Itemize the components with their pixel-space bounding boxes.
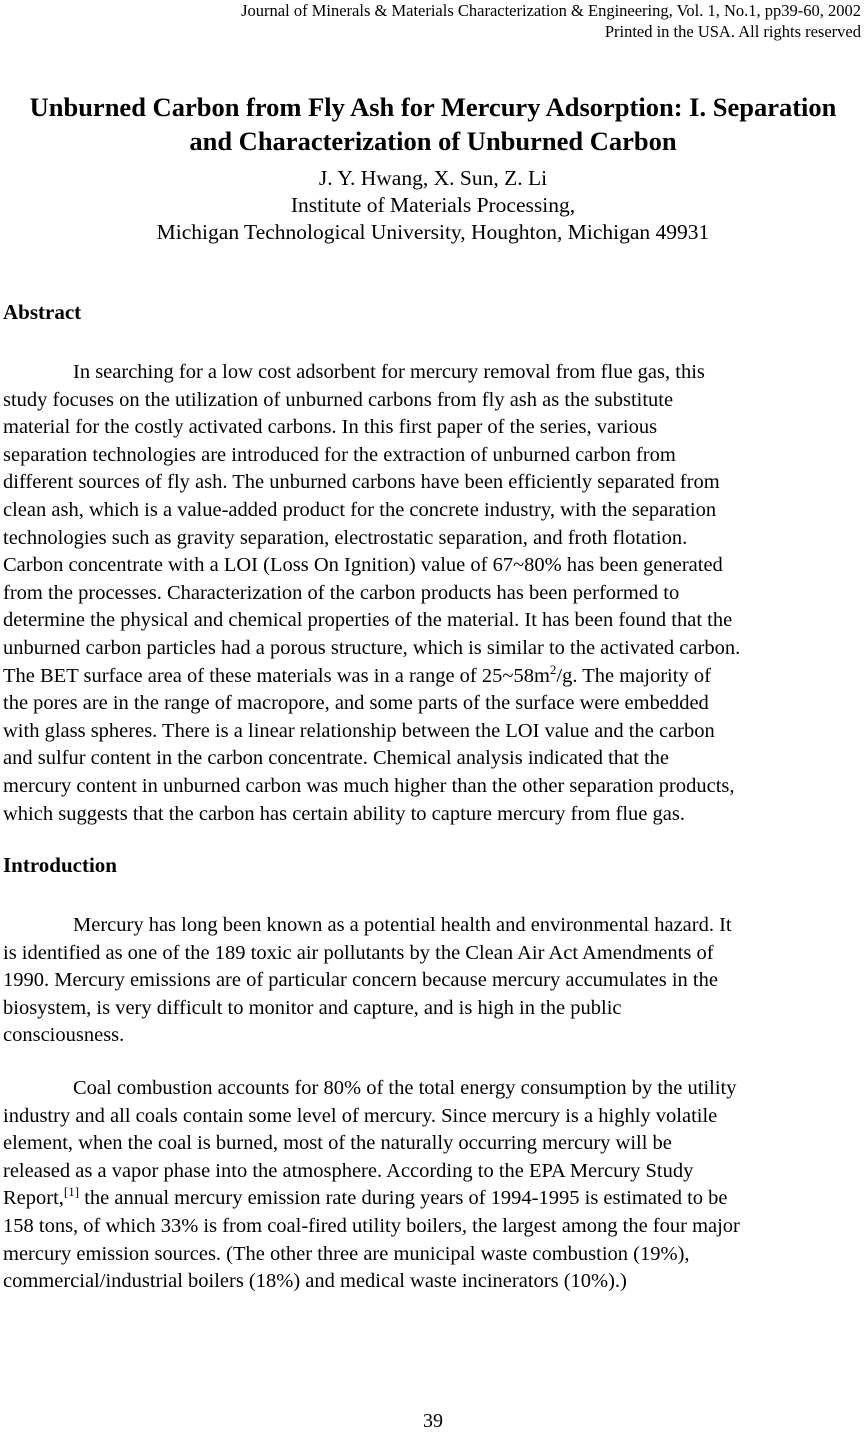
superscript-2: 2 — [549, 661, 557, 677]
author-address: Michigan Technological University, Houghton, Michigan 49931 — [156, 220, 710, 244]
abstract-line: technologies such as gravity separation, electrostatic separation, and froth flotation. — [3, 526, 688, 549]
bet-text: The BET surface area of these materials was in a range of 25~58m — [3, 664, 550, 687]
intro-line: Mercury has long been known as a potential health and environmental hazard. It — [73, 914, 732, 936]
introduction-heading: Introduction — [3, 853, 117, 877]
intro-line: 1990. Mercury emissions are of particular concern because mercury accumulates in the — [3, 969, 718, 992]
abstract-heading: Abstract — [3, 300, 82, 324]
abstract-line-bet — [3, 663, 863, 691]
journal-header — [101, 0, 861, 42]
author-institute: Institute of Materials Processing, — [290, 193, 576, 217]
ref-text: Report, — [3, 1187, 64, 1210]
copyright-notice: Printed in the USA. All rights reserved — [604, 22, 861, 41]
page-number: 39 — [423, 1410, 443, 1432]
intro-line: commercial/industrial boilers (18%) and medical waste incinerators (10%).) — [3, 1270, 627, 1293]
title-line-2: and Characterization of Unburned Carbon — [189, 126, 677, 156]
intro-line: element, when the coal is burned, most of the naturally occurring mercury will be — [3, 1132, 672, 1155]
abstract-line: material for the costly activated carbons. In this first paper of the series, various — [3, 416, 658, 439]
abstract-paragraph — [3, 359, 863, 828]
ref-text-after: the annual mercury emission rate during years of 1994-1995 is estimated to be — [79, 1187, 728, 1210]
intro-line-ref — [3, 1185, 863, 1213]
title-line-1: Unburned Carbon from Fly Ash for Mercury Adsorption: I. Separation — [29, 92, 837, 122]
intro-line: mercury emission sources. (The other three are municipal waste combustion (19%), — [3, 1242, 690, 1265]
abstract-line: with glass spheres. There is a linear relationship between the LOI value and the carbon — [3, 719, 715, 742]
abstract-line: In searching for a low cost adsorbent for mercury removal from flue gas, this — [73, 361, 705, 383]
bet-text-after: /g. The majority of — [556, 664, 711, 687]
abstract-line: separation technologies are introduced for the extraction of unburned carbon from — [3, 443, 676, 466]
abstract-line: and sulfur content in the carbon concentrate. Chemical analysis indicated that the — [3, 747, 670, 770]
abstract-line: study focuses on the utilization of unburned carbons from fly ash as the substitute — [3, 388, 674, 411]
author-block — [0, 165, 866, 246]
abstract-line: from the processes. Characterization of the carbon products has been performed to — [3, 581, 680, 604]
introduction-paragraph-1 — [3, 912, 863, 1050]
intro-line: Coal combustion accounts for 80% of the total energy consumption by the utility — [73, 1077, 737, 1099]
intro-line: biosystem, is very difficult to monitor and capture, and is high in the public — [3, 996, 622, 1019]
intro-line: industry and all coals contain some level of mercury. Since mercury is a highly volatile — [3, 1104, 718, 1127]
intro-line: is identified as one of the 189 toxic air pollutants by the Clean Air Act Amendments of — [3, 941, 714, 964]
intro-line: 158 tons, of which 33% is from coal-fired utility boilers, the largest among the four major — [3, 1214, 740, 1237]
abstract-line: Carbon concentrate with a LOI (Loss On Ignition) value of 67~80% has been generated — [3, 554, 723, 577]
intro-line: released as a vapor phase into the atmosphere. According to the EPA Mercury Study — [3, 1159, 694, 1182]
abstract-line: different sources of fly ash. The unburned carbons have been efficiently separated from — [3, 471, 720, 494]
intro-line: consciousness. — [3, 1024, 125, 1047]
abstract-line: mercury content in unburned carbon was much higher than the other separation products, — [3, 774, 735, 797]
abstract-line: clean ash, which is a value-added product for the concrete industry, with the separation — [3, 498, 717, 521]
paper-title — [0, 90, 866, 158]
abstract-line: the pores are in the range of macropore, and some parts of the surface were embedded — [3, 692, 709, 715]
abstract-line: determine the physical and chemical properties of the material. It has been found that the — [3, 609, 733, 632]
introduction-paragraph-2 — [3, 1075, 863, 1296]
citation-1: [1] — [63, 1184, 80, 1200]
abstract-line: unburned carbon particles had a porous structure, which is similar to the activated carbon. — [3, 636, 741, 659]
abstract-line: which suggests that the carbon has certain ability to capture mercury from flue gas. — [3, 802, 685, 825]
author-names: J. Y. Hwang, X. Sun, Z. Li — [318, 166, 548, 190]
journal-citation: Journal of Minerals & Materials Characterization & Engineering, Vol. 1, No.1, pp39-60, 2002 — [241, 1, 861, 20]
